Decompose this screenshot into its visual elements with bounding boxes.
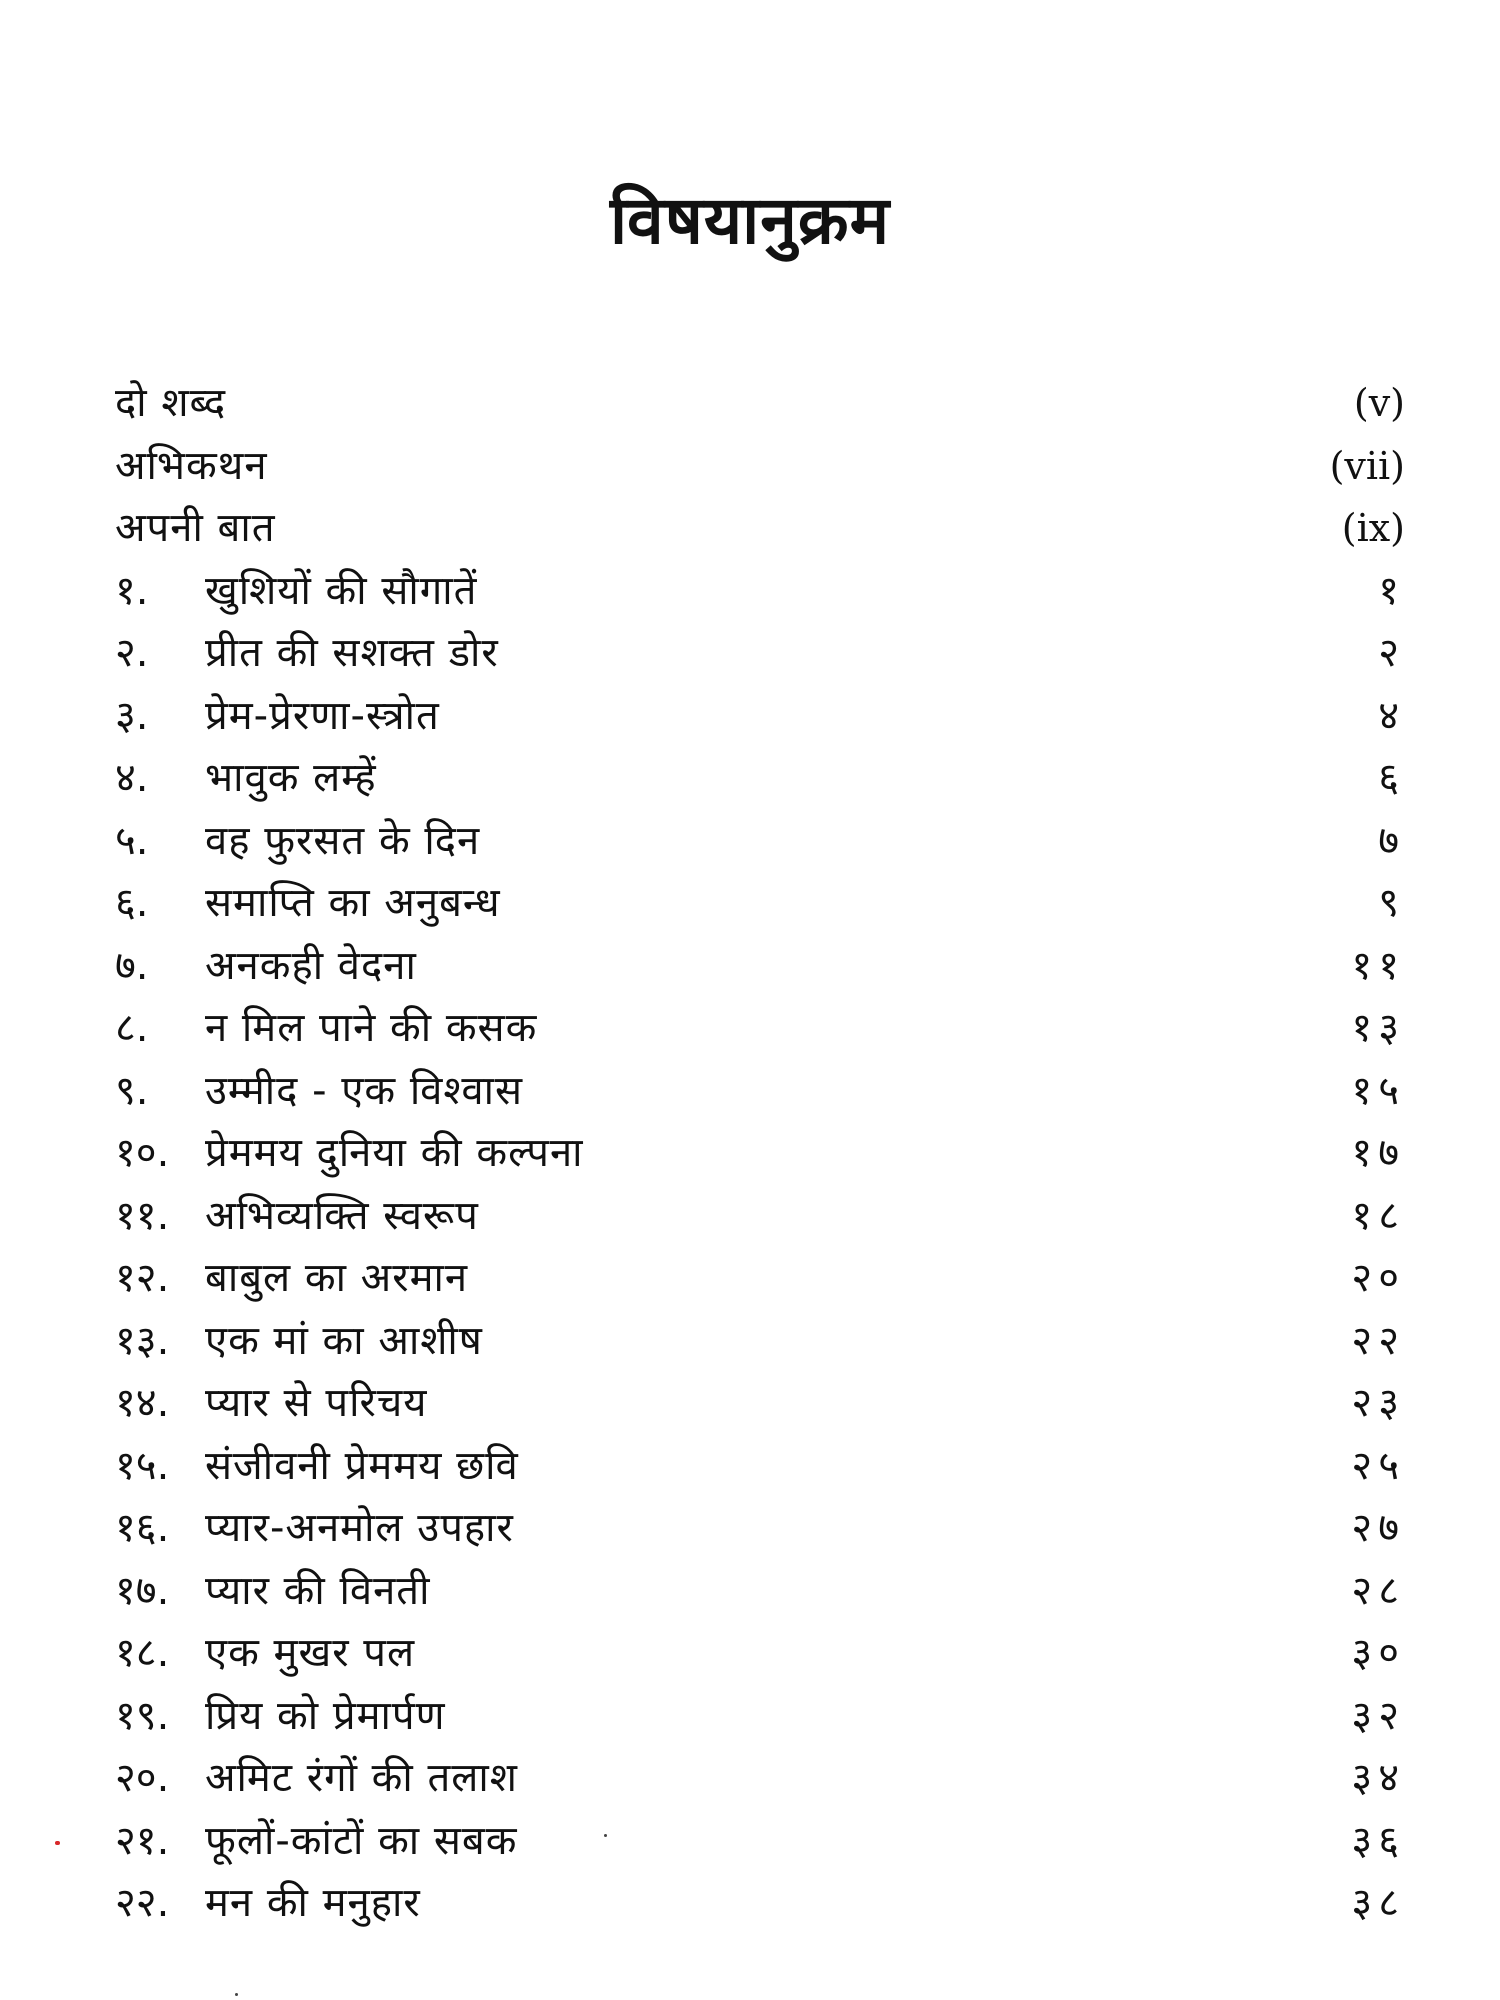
toc-page-number: ३६ xyxy=(1351,1817,1405,1864)
toc-entry-label: प्रीत की सशक्त डोर xyxy=(205,630,499,676)
toc-page-number: (vii) xyxy=(1329,443,1405,488)
toc-page-number: ६ xyxy=(1378,755,1405,801)
toc-page-number: २८ xyxy=(1351,1567,1405,1614)
toc-entry-label: एक मां का आशीष xyxy=(205,1317,483,1364)
toc-page-number: १७ xyxy=(1351,1130,1405,1176)
toc-row-front-1 xyxy=(115,372,1405,435)
toc-entry-number: १९. xyxy=(115,1692,170,1739)
toc-entry-label: दो शब्द xyxy=(115,380,227,426)
toc-page-number: १ xyxy=(1378,567,1405,614)
toc-page-number: ३४ xyxy=(1351,1755,1405,1801)
toc-page-number: ७ xyxy=(1378,817,1405,864)
toc-entry-number: १४. xyxy=(115,1380,170,1426)
toc-entry-label: अभिकथन xyxy=(115,442,268,489)
toc-entry-number: १७. xyxy=(115,1567,170,1614)
toc-entry-number: २२. xyxy=(115,1880,170,1926)
toc-entry-label: अभिव्यक्ति स्वरूप xyxy=(205,1192,479,1239)
toc-entry-label: बाबुल का अरमान xyxy=(205,1255,469,1301)
toc-entry-label: फूलों-कांटों का सबक xyxy=(205,1817,518,1864)
toc-entry-number: ११. xyxy=(115,1192,170,1239)
toc-entry-label: अमिट रंगों की तलाश xyxy=(205,1755,518,1801)
toc-page-number: ९ xyxy=(1378,880,1405,926)
toc-row-front-2 xyxy=(115,435,1405,498)
stray-dot xyxy=(235,1993,238,1996)
toc-entry-number: १. xyxy=(115,567,149,614)
toc-entry-label: प्यार की विनती xyxy=(205,1567,431,1614)
toc-entry-label: प्रेम-प्रेरणा-स्त्रोत xyxy=(205,692,440,739)
toc-page-number: १५ xyxy=(1351,1067,1405,1114)
toc-entry-number: ९. xyxy=(115,1067,149,1114)
toc-page-number: २२ xyxy=(1351,1317,1405,1364)
red-ink-mark xyxy=(55,1841,60,1845)
toc-entry-label: अनकही वेदना xyxy=(205,942,417,989)
toc-entry-number: १५. xyxy=(115,1442,170,1489)
toc-entry-label: प्यार-अनमोल उपहार xyxy=(205,1505,514,1551)
toc-row xyxy=(115,1122,1405,1185)
toc-entry-label: न मिल पाने की कसक xyxy=(205,1005,538,1051)
toc-entry-label: प्यार से परिचय xyxy=(205,1380,428,1426)
stray-dot xyxy=(604,1834,607,1837)
toc-entry-number: ३. xyxy=(115,692,149,739)
toc-entry-label: समाप्ति का अनुबन्ध xyxy=(205,880,501,926)
toc-page-number: २ xyxy=(1378,630,1405,676)
toc-entry-number: ८. xyxy=(115,1005,149,1051)
toc-entry-number: ४. xyxy=(115,755,149,801)
toc-entry-label: वह फुरसत के दिन xyxy=(205,817,481,864)
toc-entry-number: १६. xyxy=(115,1505,170,1551)
toc-entry-number: ५. xyxy=(115,817,149,864)
toc-page-number: २३ xyxy=(1351,1380,1405,1426)
toc-page-number: (ix) xyxy=(1341,506,1405,550)
toc-entry-label: प्रिय को प्रेमार्पण xyxy=(205,1692,446,1739)
toc-entry-number: २०. xyxy=(115,1755,170,1801)
toc-row xyxy=(115,1872,1405,1935)
toc-page-number: ११ xyxy=(1351,942,1405,989)
toc-entry-label: अपनी बात xyxy=(115,505,276,551)
toc-row xyxy=(115,622,1405,685)
toc-row xyxy=(115,1247,1405,1310)
toc-row xyxy=(115,1685,1405,1748)
toc-row xyxy=(115,685,1405,748)
toc-row xyxy=(115,935,1405,998)
toc-entry-number: ६. xyxy=(115,880,149,926)
toc-row xyxy=(115,1560,1405,1623)
toc-entry-number: २१. xyxy=(115,1817,170,1864)
toc-row xyxy=(115,1810,1405,1873)
toc-entry-number: ७. xyxy=(115,942,149,989)
toc-row xyxy=(115,1372,1405,1435)
toc-page-number: १८ xyxy=(1351,1192,1405,1239)
toc-row xyxy=(115,1185,1405,1248)
toc-row-front-3 xyxy=(115,497,1405,560)
toc-page-number: २७ xyxy=(1351,1505,1405,1551)
toc-page-number: २५ xyxy=(1351,1442,1405,1489)
toc-row xyxy=(115,1310,1405,1373)
toc-row xyxy=(115,1622,1405,1685)
toc-page-number: ३० xyxy=(1351,1630,1405,1676)
toc-page-number: ४ xyxy=(1378,692,1405,739)
toc-page-number: १३ xyxy=(1351,1005,1405,1051)
toc-row xyxy=(115,747,1405,810)
toc-entry-label: मन की मनुहार xyxy=(205,1880,421,1926)
toc-row xyxy=(115,1060,1405,1123)
toc-row xyxy=(115,810,1405,873)
table-of-contents xyxy=(115,372,1405,1935)
toc-row xyxy=(115,1747,1405,1810)
toc-entry-label: उम्मीद - एक विश्वास xyxy=(205,1067,524,1114)
toc-row xyxy=(115,872,1405,935)
toc-entry-label: प्रेममय दुनिया की कल्पना xyxy=(205,1130,584,1176)
toc-entry-number: १३. xyxy=(115,1317,170,1364)
toc-row xyxy=(115,997,1405,1060)
toc-entry-number: १०. xyxy=(115,1130,170,1176)
toc-page-number: ३८ xyxy=(1351,1880,1405,1926)
toc-row xyxy=(115,1435,1405,1498)
page-title: विषयानुक्रम xyxy=(609,182,891,259)
toc-entry-label: एक मुखर पल xyxy=(205,1630,416,1676)
toc-row xyxy=(115,1497,1405,1560)
toc-entry-label: संजीवनी प्रेममय छवि xyxy=(205,1442,519,1489)
toc-page-number: २० xyxy=(1351,1255,1405,1301)
toc-page-number: ३२ xyxy=(1351,1692,1405,1739)
toc-entry-label: भावुक लम्हें xyxy=(205,755,377,801)
toc-entry-number: २. xyxy=(115,630,149,676)
toc-entry-number: १२. xyxy=(115,1255,170,1301)
toc-row xyxy=(115,560,1405,623)
toc-entry-number: १८. xyxy=(115,1630,170,1676)
toc-entry-label: खुशियों की सौगातें xyxy=(205,567,478,614)
toc-page-number: (v) xyxy=(1353,381,1405,425)
